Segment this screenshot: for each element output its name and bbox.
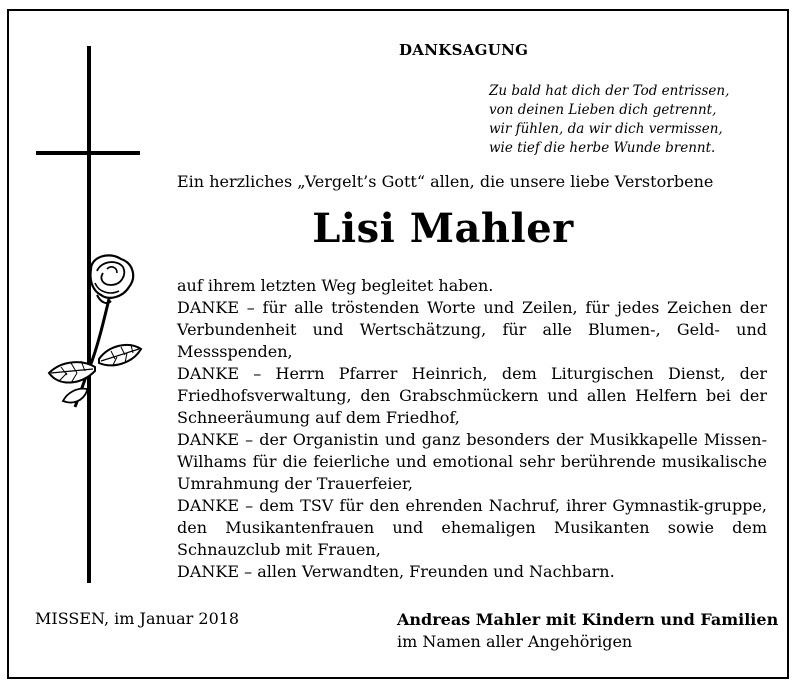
paragraph: DANKE – dem TSV für den ehrenden Nachruf, ihrer Gymnastik-gruppe, den Musikantenfrauen und ehemaligen Musikanten sowie dem Schnauzclub mit Frauen, (177, 496, 767, 559)
paragraph: DANKE – für alle tröstenden Worte und Zeilen, für jedes Zeichen der Verbundenheit und Wertschätzung, für alle Blumen-, Geld- und Messspenden, (177, 298, 767, 361)
poem-line: wie tief die herbe Wunde brennt. (489, 140, 716, 156)
heading: DANKSAGUNG (399, 41, 529, 59)
obituary-notice (7, 9, 789, 679)
poem-line: Zu bald hat dich der Tod entrissen, (489, 83, 730, 99)
place-date: MISSEN, im Januar 2018 (35, 609, 240, 628)
thanks-body (177, 275, 767, 583)
intro-line: Ein herzliches „Vergelt’s Gott“ allen, die unsere liebe Verstorbene (177, 172, 714, 191)
paragraph: DANKE – allen Verwandten, Freunden und Nachbarn. (177, 562, 615, 581)
signature-subline: im Namen aller Angehörigen (397, 632, 633, 651)
poem-line: wir fühlen, da wir dich vermissen, (489, 121, 723, 137)
poem-line: von deinen Lieben dich getrennt, (489, 102, 717, 118)
paragraph: DANKE – der Organistin und ganz besonders der Musikkapelle Missen-Wilhams für die feierliche und emotional sehr berührende musikalische Umrahmung der Trauerfeier, (177, 430, 767, 493)
signature (397, 609, 778, 653)
rose-icon (37, 249, 147, 409)
deceased-name: Lisi Mahler (312, 205, 574, 252)
signature-names: Andreas Mahler mit Kindern und Familien (397, 610, 779, 629)
paragraph: DANKE – Herrn Pfarrer Heinrich, dem Liturgischen Dienst, der Friedhofsverwaltung, den Grabschmückern und allen Helfern bei der Schneeräumung auf dem Friedhof, (177, 364, 767, 427)
cross-bar (36, 151, 140, 155)
paragraph: auf ihrem letzten Weg begleitet haben. (177, 276, 494, 295)
poem (489, 82, 729, 158)
